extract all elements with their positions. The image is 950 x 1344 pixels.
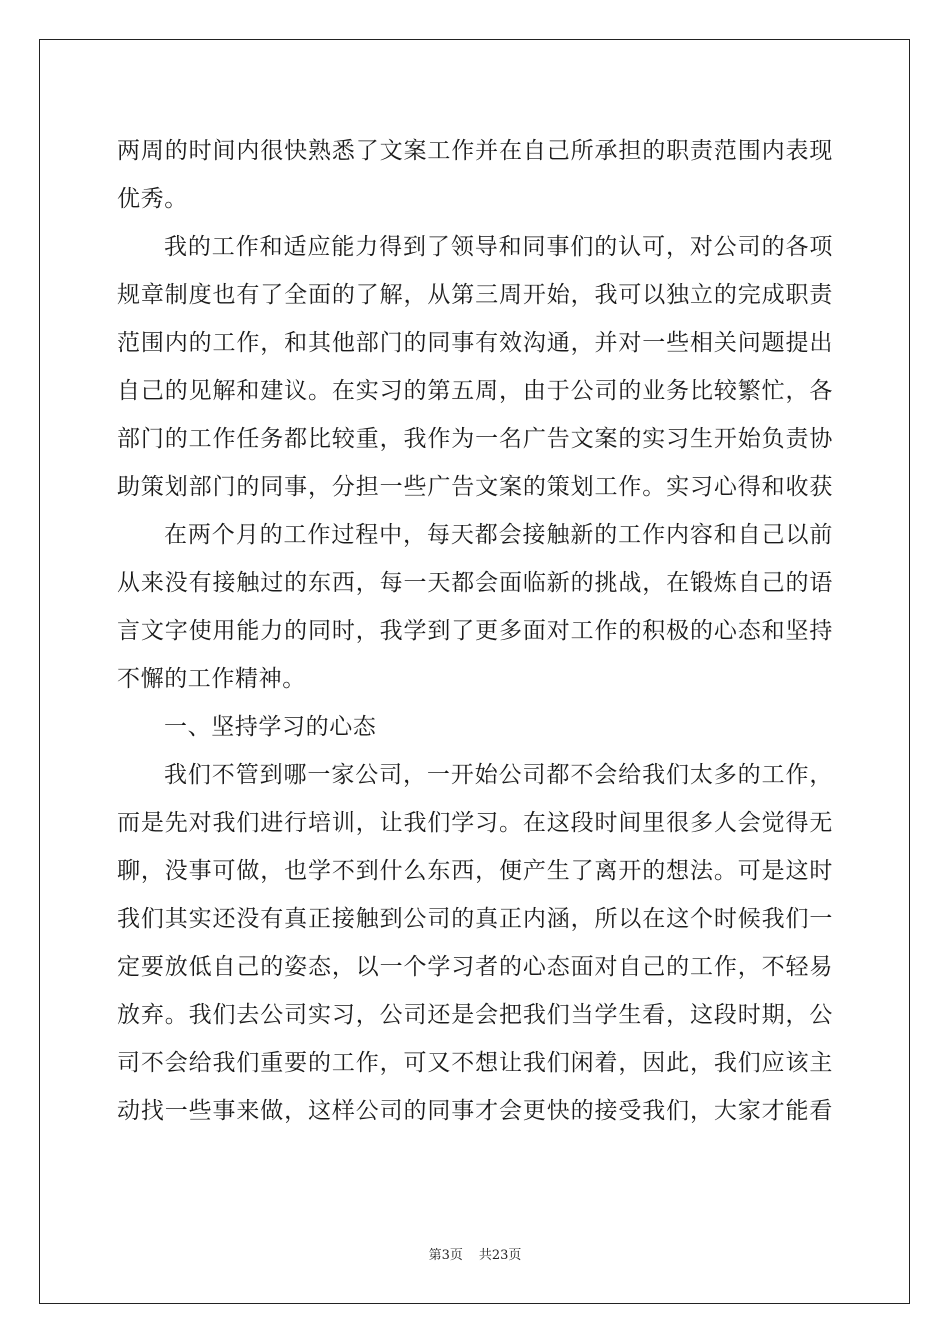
text-line: 言文字使用能力的同时，我学到了更多面对工作的积极的心态和坚持 (117, 618, 833, 644)
text-line: 助策划部门的同事，分担一些广告文案的策划工作。实习心得和收获 (117, 474, 833, 500)
text-line: 放弃。我们去公司实习，公司还是会把我们当学生看，这段时期，公 (117, 1002, 833, 1028)
text-line: 我的工作和适应能力得到了领导和同事们的认可，对公司的各项 (164, 234, 833, 260)
text-line: 定要放低自己的姿态，以一个学习者的心态面对自己的工作，不轻易 (117, 954, 833, 980)
text-line: 从来没有接触过的东西，每一天都会面临新的挑战，在锻炼自己的语 (117, 570, 833, 596)
text-line: 在两个月的工作过程中，每天都会接触新的工作内容和自己以前 (164, 522, 833, 548)
text-line: 两周的时间内很快熟悉了文案工作并在自己所承担的职责范围内表现 (117, 138, 833, 164)
text-line: 优秀。 (117, 186, 188, 212)
text-line: 我们不管到哪一家公司，一开始公司都不会给我们太多的工作， (164, 762, 833, 788)
text-line: 我们其实还没有真正接触到公司的真正内涵，所以在这个时候我们一 (117, 906, 833, 932)
text-line: 聊，没事可做，也学不到什么东西，便产生了离开的想法。可是这时 (117, 858, 833, 884)
text-line: 司不会给我们重要的工作，可又不想让我们闲着，因此，我们应该主 (117, 1050, 833, 1076)
page-number: 第3页 (428, 1248, 463, 1263)
text-line: 范围内的工作，和其他部门的同事有效沟通，并对一些相关问题提出 (117, 330, 833, 356)
text-line: 不懈的工作精神。 (117, 666, 306, 692)
text-line: 动找一些事来做，这样公司的同事才会更快的接受我们，大家才能看 (117, 1098, 833, 1124)
text-line: 部门的工作任务都比较重，我作为一名广告文案的实习生开始负责协 (117, 426, 833, 452)
text-line: 规章制度也有了全面的了解，从第三周开始，我可以独立的完成职责 (117, 282, 833, 308)
section-heading: 一、坚持学习的心态 (164, 714, 377, 740)
text-line: 自己的见解和建议。在实习的第五周，由于公司的业务比较繁忙，各 (117, 378, 833, 404)
page-footer (0, 1244, 950, 1263)
text-line: 而是先对我们进行培训，让我们学习。在这段时间里很多人会觉得无 (117, 810, 833, 836)
total-pages: 共23页 (478, 1248, 522, 1263)
